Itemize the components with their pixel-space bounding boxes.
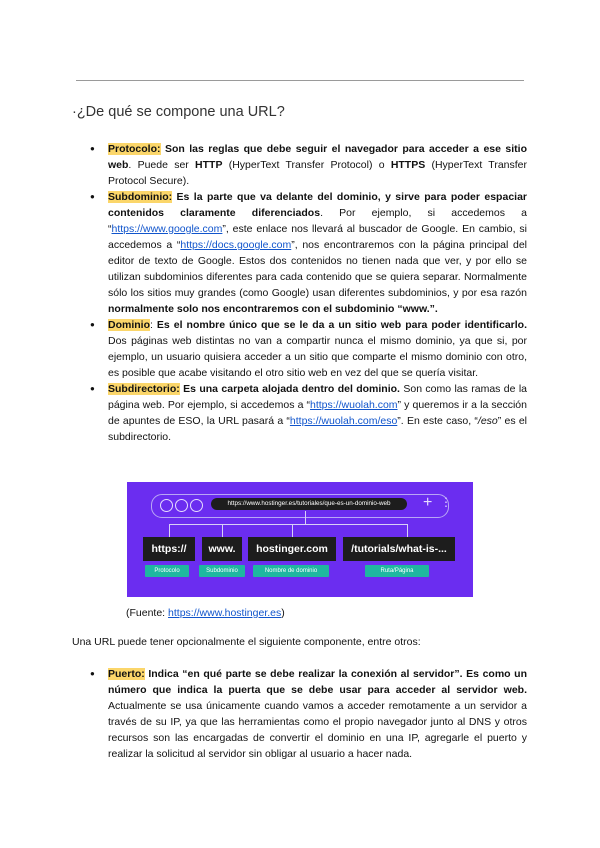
term-definition: Indica “en qué parte se debe realizar la conexión al servidor”. Es como un número que indica la puerta que se debe usar para acceder al servidor web. [108,668,527,696]
term-definition: Es el nombre único que se le da a un sitio web para poder identificarlo. [152,319,527,331]
tag-protocolo: Protocolo [145,565,189,577]
segment-subdomain: www. [202,537,242,561]
term-label: Subdominio: [108,191,173,203]
term-definition: Es la parte que va delante del dominio, y sirve para poder espaciar contenidos claramente diferenciados [108,191,527,219]
list-item-puerto: ● Puerto: Indica “en qué parte se debe realizar la conexión al servidor”. Es como un número que indica la puerta que se debe usar para acceder al servidor web. Actualmente se usa únicamente cuando vamos a acceder remotamente a un servidor a través de su IP, ya que las herramientas como el propio navegador junto al DNS y otros recursos son las encargadas de convertir el dominio en una IP, agregarle el puerto y realizar la solicitud al servidor sin obligar al usuario a hacer nada. [90,666,527,762]
segment-domain: hostinger.com [248,537,336,561]
list-item-dominio: ● Dominio: Es el nombre único que se le da a un sitio web para poder identificarlo. Dos páginas web distintas no van a compartir nunca el mismo dominio, ya que si, por ejemplo, un usuario quisiera acceder a un sitio que comparte el mismo dominio con otro, es posible que acabe visitando el otro sitio web en vez del que se quería visitar. [90,317,527,381]
connector-line [292,524,293,537]
connector-line [222,524,223,537]
wuolah-link[interactable]: https://wuolah.com [310,399,398,411]
optional-components-list [90,666,527,762]
tag-ruta: Ruta/Página [365,565,429,577]
connector-line [407,524,408,537]
segment-path: /tutorials/what-is-... [343,537,455,561]
intro-paragraph: Una URL puede tener opcionalmente el siguiente componente, entre otros: [72,636,421,648]
list-item-protocolo: ● Protocolo: Son las reglas que debe seguir el navegador para acceder a ese sitio web. Puede ser HTTP (HyperText Transfer Protocol) o HTTPS (HyperText Transfer Protocol Secure). [90,141,527,189]
google-docs-link[interactable]: https://docs.google.com [180,239,292,251]
list-item-subdirectorio: ● Subdirectorio: Es una carpeta alojada dentro del dominio. Son como las ramas de la página web. Por ejemplo, si accedemos a “https://wuolah.com” y queremos ir a la sección de apuntes de ESO, la URL pasará a “https://wuolah.com/eso”. En este caso, “/eso” es el subdirectorio. [90,381,527,445]
term-label: Subdirectorio: [108,383,180,395]
tag-dominio: Nombre de dominio [253,565,329,577]
window-dot-icon [190,499,203,512]
segment-protocol: https:// [143,537,195,561]
url-diagram-image [127,482,473,597]
hostinger-link[interactable]: https://www.hostinger.es [168,607,282,619]
top-divider [76,80,524,81]
window-dot-icon [160,499,173,512]
term-definition: Es una carpeta alojada dentro del dominio. [179,383,400,395]
google-link[interactable]: https://www.google.com [111,223,223,235]
kebab-menu-icon: ⋮ [440,495,451,509]
plus-icon: + [423,494,433,511]
list-item-subdominio: ● Subdominio: Es la parte que va delante del dominio, y sirve para poder espaciar contenidos claramente diferenciados. Por ejemplo, si accedemos a “https://www.google.com”, este enlace nos llevará al buscador de Google. En cambio, si accedemos a “https://docs.google.com”, nos encontraremos con la página principal del editor de texto de Google. Estos dos contenidos no tienen nada que ver, y por ello se utilizan subdominios diferentes para cada contenido que se quiera separar. Normalmente sólo los sitios muy grandes (como Google) usan diferentes subdominios, y por esa razón normalmente solo nos encontraremos con el subdominio “www.”. [90,189,527,317]
term-label: Puerto: [108,668,145,680]
window-dot-icon [175,499,188,512]
tag-subdominio: Subdominio [199,565,245,577]
figure-caption: (Fuente: https://www.hostinger.es) [126,607,285,619]
connector-line [169,524,170,537]
wuolah-eso-link[interactable]: https://wuolah.com/eso [289,415,398,427]
term-definition: Son las reglas que debe seguir el navegador para acceder a ese sitio web [108,143,527,171]
term-label: Dominio [108,319,150,331]
term-label: Protocolo: [108,143,161,155]
section-heading: ·¿De qué se compone una URL? [72,104,285,120]
connector-line [169,524,407,525]
connector-line [305,511,306,524]
url-text: https://www.hostinger.es/tutoriales/que-es-un-dominio-web [211,498,407,510]
url-components-list [90,141,527,445]
